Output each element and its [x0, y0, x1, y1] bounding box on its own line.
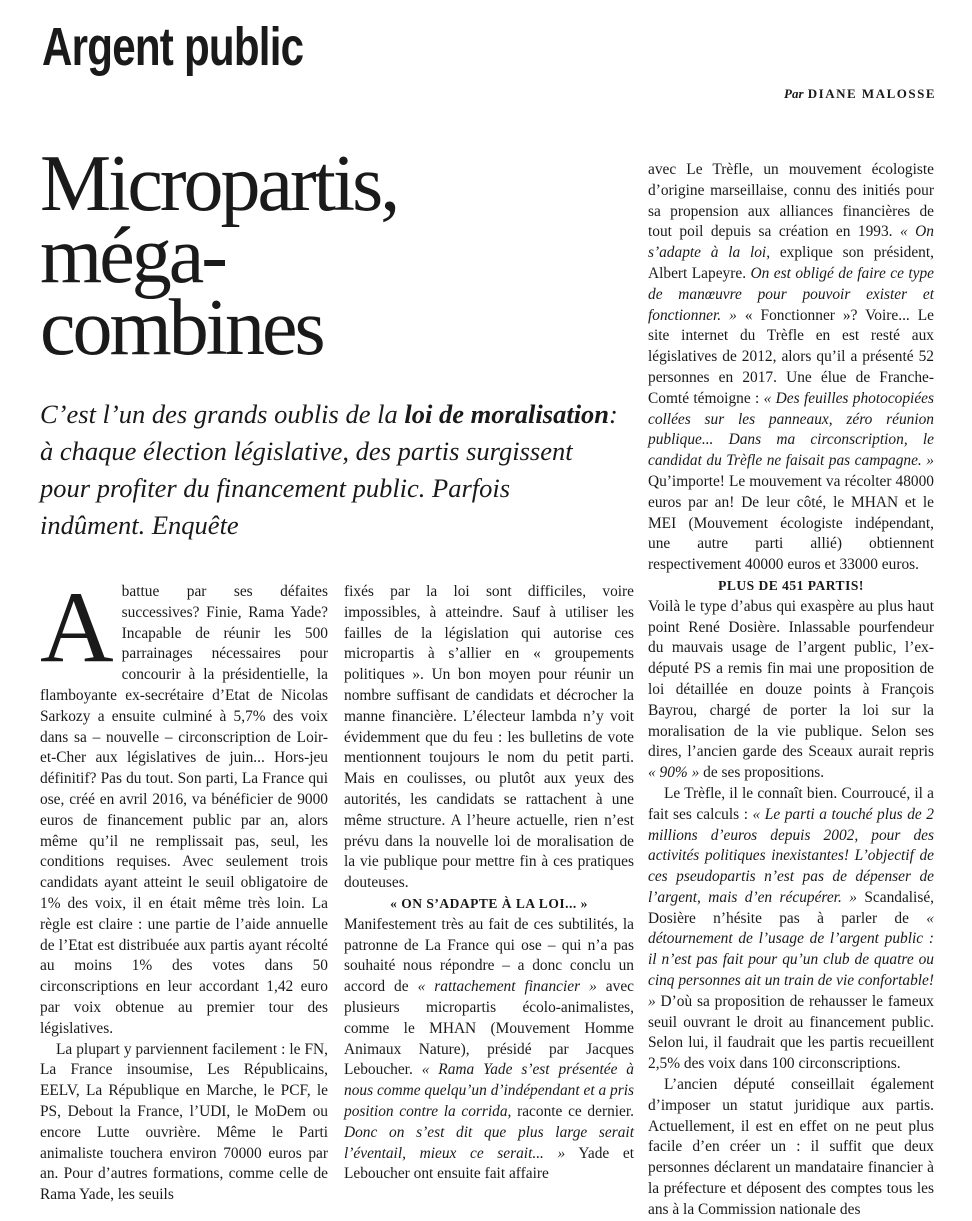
- standfirst-part-1: C’est l’un des grands oublis de la: [40, 399, 405, 429]
- text: avec Le Trèfle, un mouvement écologiste d’origine marseillaise, connu des initiés pour sa propension aux alliances financières de tout poil depuis sa création en 1993.: [648, 161, 934, 241]
- quote: « On s’adapte à la loi,: [648, 223, 934, 262]
- text: « Fonctionner »? Voire... Le site internet du Trèfle en est resté aux législatives de 2012, alors qu’il a présenté 52 personnes en 2017. Une élue de Franche-Comté témoigne :: [648, 306, 935, 407]
- quote: « 90% »: [648, 764, 700, 782]
- byline: [784, 86, 936, 102]
- article-column-3: [648, 160, 934, 1221]
- text: Voilà le type d’abus qui exaspère au plus haut point René Dosière. Inlassable pourfendeur du mauvais usage de l’argent public, l’ex-député PS a remis fin mai une proposition de loi détaillée en douze points à François Bayrou, chargé de porter la loi sur la moralisation de la vie publique. Selon ses dires, l’ancien garde des Sceaux aurait repris: [648, 597, 934, 761]
- headline-line-1: Micropartis,: [40, 140, 398, 228]
- text: Scandalisé, Dosière n’hésite pas à parler de: [648, 888, 935, 927]
- standfirst-bold: loi de moralisation: [404, 399, 610, 429]
- byline-prefix: Par: [784, 86, 804, 101]
- quote: « rattachement financier »: [417, 978, 597, 996]
- text: Manifestement très au fait de ces subtilités, la patronne de La France qui ose – qui n’a pas souhaité nous répondre – a donc conclu un accord de: [344, 915, 634, 996]
- byline-author: DIANE MALOSSE: [807, 86, 936, 101]
- text: raconte ce dernier.: [511, 1102, 634, 1120]
- article-column-1: [40, 571, 328, 1206]
- paragraph: [344, 915, 634, 1185]
- article-column-2: [344, 582, 634, 1185]
- headline: [40, 140, 630, 372]
- text: Qu’importe! Le mouvement va récolter 48000 euros par an! De leur côté, le MHAN et le MEI (Mouvement écologiste indépendant, une autre parti allié) obtiennent respectivement 40000 euros et 33000 euros.: [648, 472, 934, 574]
- quote: « Rama Yade s’est présentée à nous comme quelqu’un d’indépendant et a pris position contre la corrida,: [344, 1061, 634, 1120]
- text: avec plusieurs micropartis écolo-animalistes, comme le MHAN (Mouvement Homme Animaux Nature), présidé par Jacques Leboucher.: [344, 978, 634, 1079]
- text: Le Trèfle, il le connaît bien. Courroucé, il a fait ses calculs :: [648, 784, 934, 823]
- paragraph: [648, 597, 934, 784]
- text: explique son président, Albert Lapeyre.: [648, 244, 934, 282]
- text: D’où sa proposition de rehausser le fameux seuil ouvrant le droit au financement public. Selon lui, il faudrait que les partis recueillent 2,5% des voix dans 100 circonscriptions.: [648, 992, 934, 1073]
- section-title: Argent public: [42, 17, 304, 77]
- text: de ses propositions.: [699, 764, 825, 782]
- subheading: « ON S’ADAPTE À LA LOI... »: [390, 895, 588, 911]
- standfirst: [40, 396, 620, 544]
- paragraph: La plupart y parviennent facilement : le FN, La France insoumise, Les Républicains, EELV, La République en Marche, le PCF, le PS, Debout la France, l’UDI, le MoDem ou encore Lutte ouvrière. Même le Parti animaliste touchera environ 70000 euros par an. Pour d’autres formations, comme celle de Rama Yade, les seuils: [40, 1040, 328, 1204]
- paragraph-text: battue par ses défaites successives? Finie, Rama Yade? Incapable de réunir les 500 parrainages nécessaires pour concourir à la présidentielle, la flamboyante ex-secrétaire d’Etat de Nicolas Sarkozy a ensuite culminé à 5,7% des voix dans sa – nouvelle – circonscription de Loir-et-Cher aux législatives de juin... Hors-jeu définitif? Pas du tout. Son parti, La France qui ose, créé en avril 2016, va bénéficier de 9000 euros de financement public par an, alors même qu’il ne remplissait pas, seul, les conditions requises. Avec seulement trois candidats ayant atteint le seuil obligatoire de 1% des voix, il en était même très loin. La règle est claire : une partie de l’aide annuelle de l’Etat est distribuée aux partis ayant récolté au moins 1% des votes dans 50 circonscriptions en leur accordant 1,42 euro par voix obtenue au premier tour des législatives.: [40, 583, 328, 1037]
- drop-cap: A: [40, 571, 114, 684]
- headline-line-2: méga-: [40, 212, 225, 300]
- paragraph: L’ancien député conseillait également d’imposer un statut juridique aux partis. Actuellement, il est en effet on ne peut plus facile d’en créer un : il suffit que deux personnes déclarent un mandataire financier à la préfecture et déposent des comptes tous les ans à la Commission nationale des: [648, 1076, 934, 1218]
- headline-line-3: combines: [40, 284, 323, 372]
- quote: Donc on s’est dit que plus large serait l’éventail, mieux ce serait... »: [344, 1123, 634, 1162]
- paragraph: [40, 571, 328, 1040]
- text: Yade et Leboucher ont ensuite fait affaire: [344, 1144, 635, 1183]
- subheading: PLUS DE 451 PARTIS!: [718, 577, 864, 593]
- paragraph: [648, 784, 934, 1075]
- quote: « Le parti a touché plus de 2 millions d’euros depuis 2002, pour des activités politiques inexistantes! L’objectif de ces pseudopartis n’est pas de dépenser de l’argent, mais d’en récupérer. »: [648, 805, 934, 906]
- quote: « Des feuilles photocopiées collées sur les panneaux, zéro réunion publique... Dans ma circonscription, le candidat du Trèfle ne faisait pas campagne. »: [648, 389, 934, 470]
- paragraph: [648, 160, 934, 576]
- quote: On est obligé de faire ce type de manœuvre pour pouvoir exister et fonctionner. »: [648, 264, 934, 324]
- standfirst-part-2: : à chaque élection législative, des partis surgissent pour profiter du financement public. Parfois indûment. Enquête: [40, 399, 618, 540]
- quote: « détournement de l’usage de l’argent public : il n’est pas fait pour qu’un club de quatre ou cinq personnes ait un train de vie confortable! »: [648, 909, 934, 1010]
- paragraph: fixés par la loi sont difficiles, voire impossibles, à atteindre. Sauf à utiliser les failles de la législation qui autorise ces micropartis à s’allier en « groupements politiques ». Un bon moyen pour réunir un nombre suffisant de candidats et décrocher la manne financière. L’électeur lambda n’y voit évidemment que du feu : les bulletins de vote mentionnent toujours le nom du petit parti. Mais en coulisses, ou plutôt aux yeux des autorités, les candidats se rattachent à une même structure. A l’heure actuelle, rien n’est prévu dans la nouvelle loi de moralisation de la vie publique pour mettre fin à ces pratiques douteuses.: [344, 583, 634, 892]
